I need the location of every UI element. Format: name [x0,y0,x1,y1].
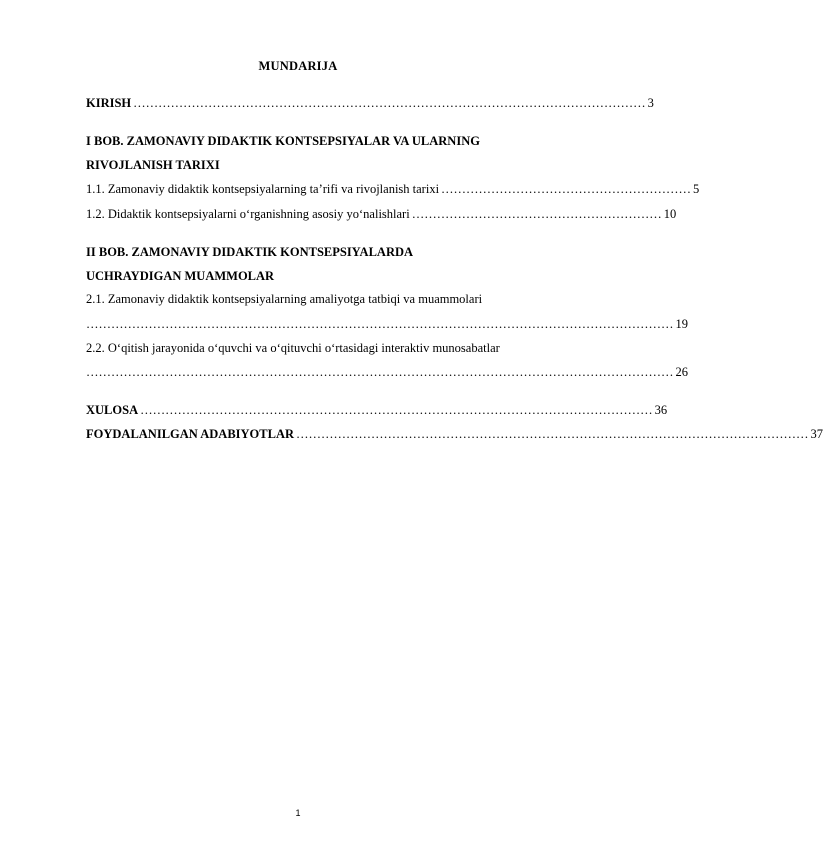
toc-entry-page: 36 [654,403,668,417]
toc-entry-1-1[interactable] [86,182,700,197]
dot-leader: …………………………………………………… [441,182,692,196]
chapter-heading-1-line2[interactable]: RIVOJLANISH TARIXI [86,158,220,172]
page-number: 1 [295,808,301,818]
toc-entry-label: 1.2. Didaktik kontsepsiyalarni o‘rganishning asosiy yo‘nalishlari [86,207,410,221]
toc-entry-label: FOYDALANILGAN ADABIYOTLAR [86,427,295,441]
toc-title: MUNDARIJA [258,59,338,73]
dot-leader: …………………………………………………………………………………………………………… [296,427,809,441]
chapter-heading-2-line2[interactable]: UCHRAYDIGAN MUAMMOLAR [86,269,275,283]
toc-entry-page: 19 [675,317,688,331]
toc-entry-2-1-label[interactable]: 2.1. Zamonaviy didaktik kontsepsiyalarning amaliyotga tatbiqi va muammolari [86,292,483,306]
toc-entry-label: KIRISH [86,96,132,110]
dot-leader: …………………………………………………………………………………………………………………………… [86,317,674,331]
chapter-heading-2-line1[interactable]: II BOB. ZAMONAVIY DIDAKTIK KONTSEPSIYALARDA [86,245,414,259]
toc-entry-page: 37 [810,427,823,441]
toc-entry-page: 3 [647,96,654,110]
dot-leader: …………………………………………………………………………………………………………………………… [86,365,674,379]
toc-entry-2-2-leader[interactable] [86,365,688,380]
chapter-heading-1-line1[interactable]: I BOB. ZAMONAVIY DIDAKTIK KONTSEPSIYALAR VA ULARNING [86,134,480,148]
toc-entry-xulosa[interactable] [86,403,668,418]
toc-entry-2-2-label[interactable]: 2.2. O‘qitish jarayonida o‘quvchi va o‘qituvchi o‘rtasidagi interaktiv munosabatlar [86,341,500,355]
dot-leader: …………………………………………………… [411,207,662,221]
toc-entry-label: XULOSA [86,403,139,417]
toc-entry-2-1-leader[interactable] [86,317,688,332]
toc-entry-page: 26 [675,365,688,379]
toc-entry-adabiyotlar[interactable] [86,427,823,442]
toc-entry-kirish[interactable] [86,96,654,111]
toc-entry-page: 5 [693,182,700,196]
toc-entry-1-2[interactable] [86,207,677,222]
toc-entry-label: 1.1. Zamonaviy didaktik kontsepsiyalarning ta’rifi va rivojlanish tarixi [86,182,440,196]
dot-leader: …………………………………………………………………………………………………………… [133,96,646,110]
toc-entry-page: 10 [663,207,677,221]
dot-leader: …………………………………………………………………………………………………………… [140,403,653,417]
